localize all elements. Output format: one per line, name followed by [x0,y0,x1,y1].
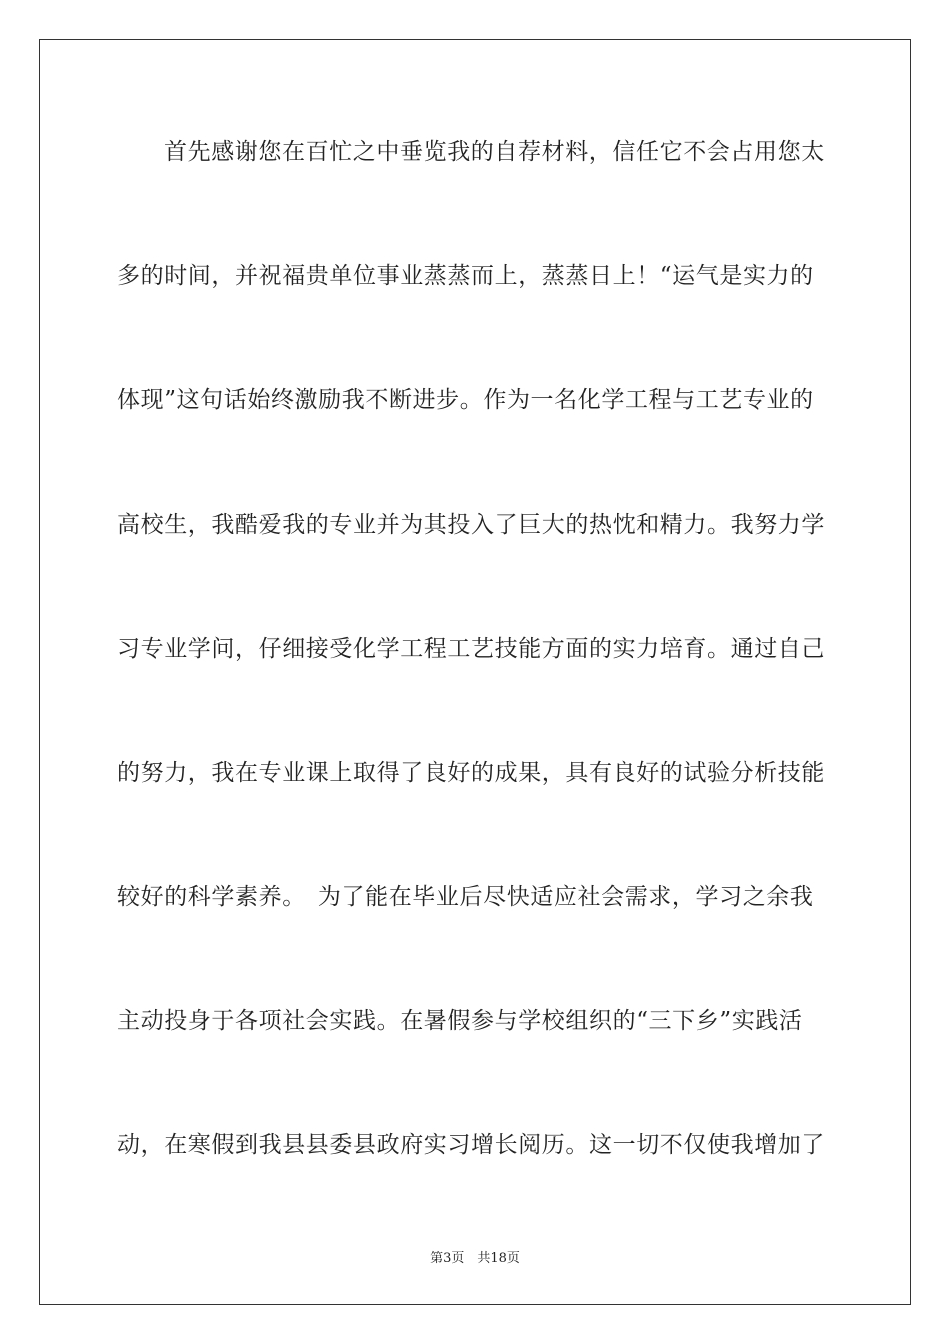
page-frame [39,39,911,1305]
paragraph-line-1: 首先感谢您在百忙之中垂览我的自荐材料，信任它不会占用您太 [164,139,825,165]
paragraph-line-5: 习专业学问，仔细接受化学工程工艺技能方面的实力培育。通过自己 [117,636,825,662]
paragraph-line-8: 主动投身于各项社会实践。在暑假参与学校组织的“三下乡”实践活 [117,1008,803,1034]
paragraph-line-6: 的努力，我在专业课上取得了良好的成果，具有良好的试验分析技能 [117,760,825,786]
paragraph-line-3: 体现”这句话始终激励我不断进步。作为一名化学工程与工艺专业的 [117,387,814,413]
paragraph-line-7: 较好的科学素养。 为了能在毕业后尽快适应社会需求，学习之余我 [117,884,814,910]
page-number-footer: 第3页 共18页 [430,1251,520,1266]
paragraph-line-2: 多的时间，并祝福贵单位事业蒸蒸而上，蒸蒸日上！“运气是实力的 [117,263,814,289]
paragraph-line-4: 高校生，我酷爱我的专业并为其投入了巨大的热忱和精力。我努力学 [117,512,825,538]
paragraph-line-9: 动，在寒假到我县县委县政府实习增长阅历。这一切不仅使我增加了 [117,1132,825,1158]
